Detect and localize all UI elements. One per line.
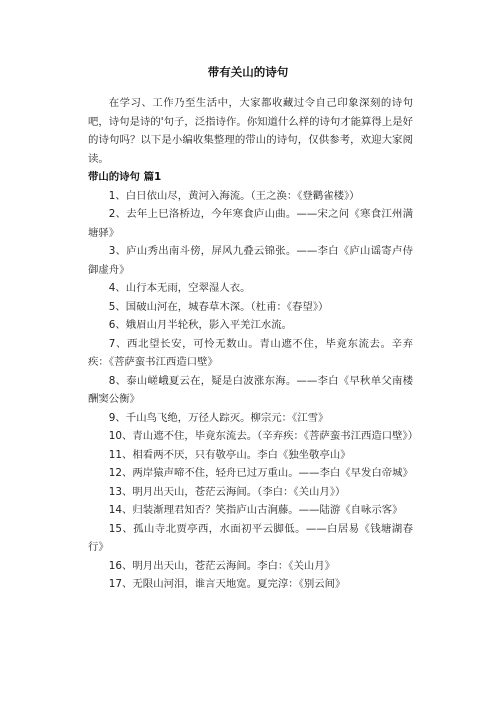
poem-line: 7、西北望长安，可怜无数山。青山遮不住，毕竟东流去。辛弃疾：《菩萨蛮书江西造口壁》 bbox=[88, 337, 413, 368]
poem-line: 15、孤山寺北贾亭西，水面初平云脚低。——白居易《钱塘湖春行》 bbox=[88, 522, 413, 553]
poem-line: 9、千山鸟飞绝，万径人踪灭。柳宗元：《江雪》 bbox=[108, 411, 329, 424]
poem-line: 17、无限山河泪，谁言天地宽。夏完淳：《别云间》 bbox=[108, 578, 346, 590]
poem-line: 1、白日依山尽，黄河入海流。（王之涣：《登鹳雀楼》） bbox=[108, 189, 360, 202]
poem-line: 5、国破山河在，城春草木深。（杜甫：《春望》） bbox=[108, 300, 329, 313]
section-heading: 带山的诗句 篇1 bbox=[88, 171, 162, 183]
poem-line: 4、山行本无雨，空翠湿人衣。 bbox=[108, 282, 251, 294]
poem-line: 2、去年上巳洛桥边，今年寒食庐山曲。——宋之问《寒食江州满塘驿》 bbox=[88, 208, 413, 239]
poem-line: 16、明月出天山，苍茫云海间。李白：《关山月》 bbox=[108, 559, 336, 572]
poem-line: 3、庐山秀出南斗傍，屏风九叠云锦张。——李白《庐山谣寄卢侍御虚舟》 bbox=[88, 245, 413, 276]
intro-paragraph: 在学习、工作乃至生活中，大家都收藏过令自己印象深刻的诗句吧，诗句是诗的'句子，泛指诗作。你知道什么样的诗句才能算得上是好的诗句吗？以下是小编收集整理的带山的诗句，仅供参考，欢迎大家阅读。 bbox=[88, 97, 413, 165]
poem-line: 10、青山遮不住，毕竟东流去。（辛弃疾：《菩萨蛮书江西造口壁》） bbox=[108, 430, 419, 442]
poem-line: 6、娥眉山月半轮秋，影入平羌江水流。 bbox=[108, 319, 293, 331]
poem-line: 11、相看两不厌，只有敬亭山。李白《独坐敬亭山》 bbox=[108, 448, 351, 461]
document-body bbox=[88, 94, 419, 594]
poem-list bbox=[88, 187, 419, 594]
poem-line: 12、两岸猿声啼不住，轻舟已过万重山。——李白《早发白帝城》 bbox=[108, 467, 413, 479]
poem-line: 8、泰山嵯峨夏云在，疑是白波涨东海。——李白《早秋单父南楼酬窦公衡》 bbox=[88, 374, 413, 405]
poem-line: 14、归装渐理君知否？笑指庐山古涧藤。——陆游《自咏示客》 bbox=[108, 504, 403, 516]
poem-line: 13、明月出天山，苍茫云海间。（李白：《关山月》） bbox=[108, 485, 346, 498]
page-title: 带有关山的诗句 bbox=[207, 65, 289, 79]
